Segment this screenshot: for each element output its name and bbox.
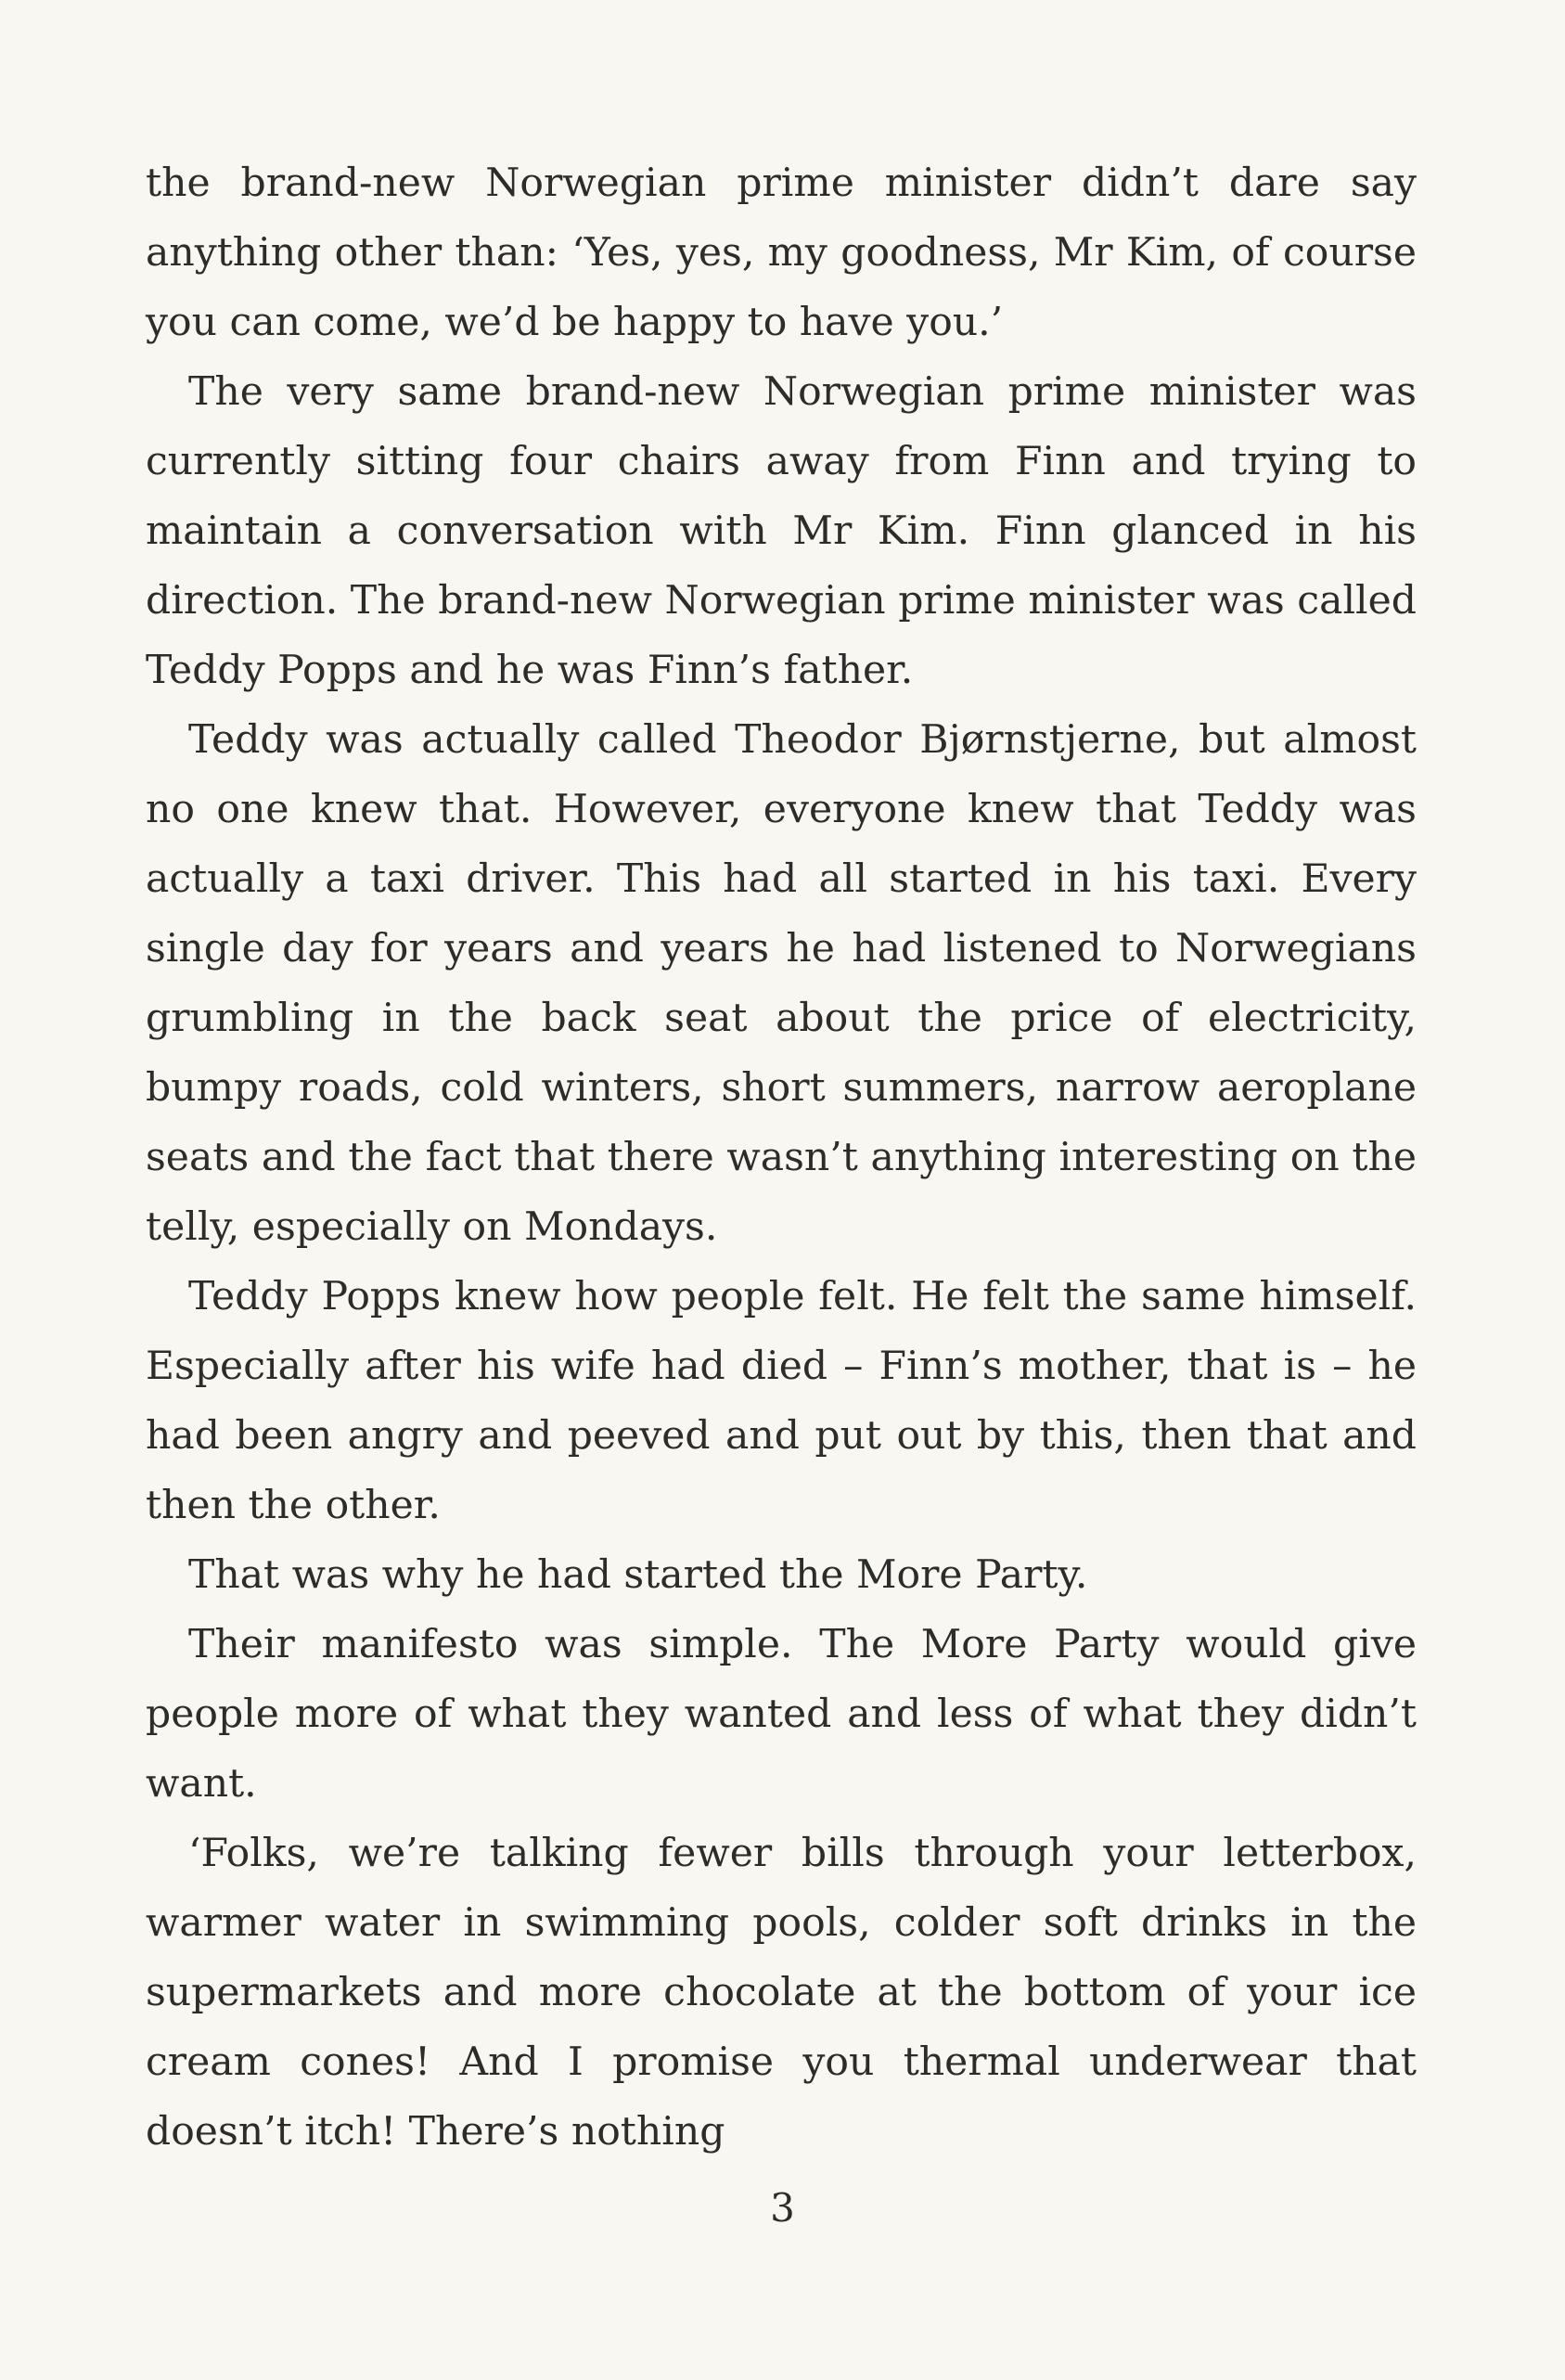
paragraph-1: the brand-new Norwegian prime minister didn’t dare say anything other than: ‘Yes, yes, my goodness, Mr Kim, of course you can come, we’d be happy to have you.’	[146, 161, 1417, 345]
paragraph-4: Teddy Popps knew how people felt. He felt the same himself. Especially after his wife had died – Finn’s mother, that is – he had been angry and peeved and put out by this, then that and then the other.	[146, 1274, 1417, 1528]
paragraph-6: Their manifesto was simple. The More Party would give people more of what they wanted and less of what they didn’t want.	[146, 1622, 1417, 1807]
paragraph-3: Teddy was actually called Theodor Bjørnstjerne, but almost no one knew that. However, everyone knew that Teddy was actually a taxi driver. This had all started in his taxi. Every single day for years and years he had listened to Norwegians grumbling in the back seat about the price of electricity, bumpy roads, cold winters, short summers, narrow aeroplane seats and the fact that there wasn’t anything interesting on the telly, especially on Mondays.	[146, 717, 1417, 1250]
paragraph-5: That was why he had started the More Party.	[188, 1552, 1088, 1598]
paragraph-2: The very same brand-new Norwegian prime minister was currently sitting four chairs away from Finn and trying to maintain a conversation with Mr Kim. Finn glanced in his direction. The brand-new Norwegian prime minister was called Teddy Popps and he was Finn’s father.	[146, 369, 1417, 693]
page-text	[146, 148, 1417, 2167]
page-number: 3	[770, 2185, 795, 2231]
paragraph-7: ‘Folks, we’re talking fewer bills through your letterbox, warmer water in swimming pools, colder soft drinks in the supermarkets and more chocolate at the bottom of your ice cream cones! And I promise you thermal underwear that doesn’t itch! There’s nothing	[146, 1831, 1417, 2155]
